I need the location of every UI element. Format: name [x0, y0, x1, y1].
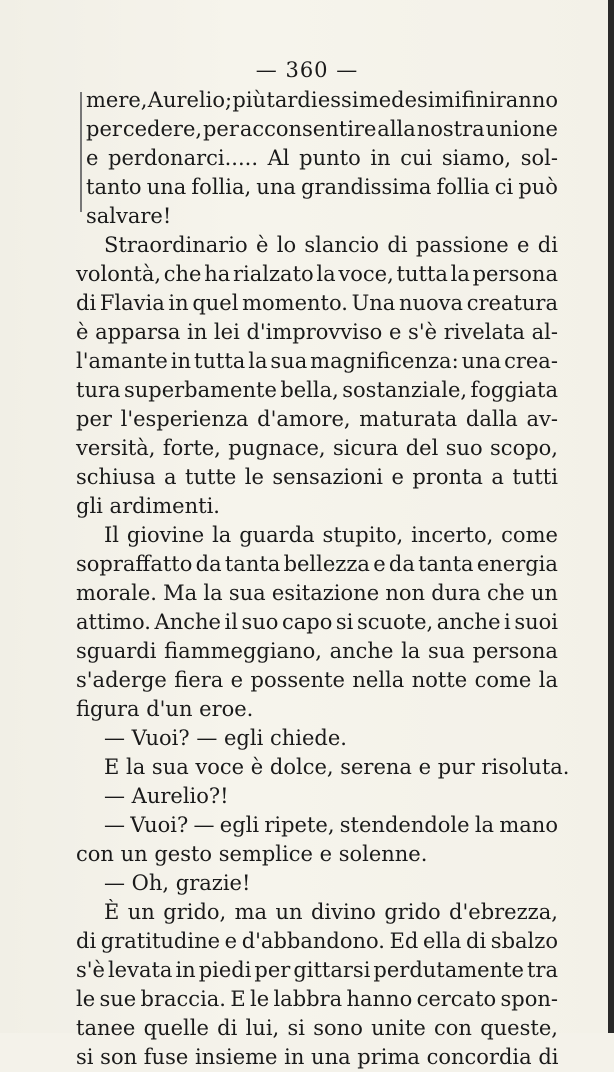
text-line: versità, forte, pugnace, sicura del suo scopo,: [76, 436, 558, 460]
text-line: — Vuoi? — egli ripete, stendendole la mano: [104, 813, 558, 837]
text-line: sopraffatto da tanta bellezza e da tanta energia: [76, 552, 558, 576]
text-line: per l'esperienza d'amore, maturata dalla av-: [76, 407, 558, 431]
text-line: l'amante in tutta la sua magnificenza: una crea-: [76, 349, 558, 373]
text-line: volontà, che ha rialzato la voce, tutta la persona: [76, 262, 558, 286]
page-number: — 360 —: [255, 58, 359, 82]
body-text: [76, 86, 570, 1072]
text-line: le sue braccia. E le labbra hanno cercato spon-: [76, 987, 558, 1011]
text-line: con un gesto semplice e solenne.: [76, 842, 428, 866]
text-line: — Aurelio?!: [104, 784, 229, 808]
text-line: E la sua voce è dolce, serena e pur risoluta.: [104, 755, 570, 779]
text-line: s'è levata in piedi per gittarsi perdutamente tra: [76, 958, 558, 982]
text-line: — Oh, grazie!: [104, 871, 251, 895]
text-line: e perdonarci..... Al punto in cui siamo, sol-: [86, 146, 558, 170]
text-line: figura d'un eroe.: [76, 697, 254, 721]
text-line: è apparsa in lei d'improvviso e s'è rivelata al-: [76, 320, 558, 344]
text-line: di gratitudine e d'abbandono. Ed ella di sbalzo: [76, 929, 558, 953]
text-line: per cedere, per acconsentire alla nostra unione: [86, 117, 558, 141]
text-line: di Flavia in quel momento. Una nuova creatura: [76, 291, 558, 315]
text-line: Straordinario è lo slancio di passione e di: [104, 233, 558, 257]
text-line: schiusa a tutte le sensazioni e pronta a tutti: [76, 465, 558, 489]
text-line: si son fuse insieme in una prima concordia di: [76, 1045, 559, 1069]
text-line: morale. Ma la sua esitazione non dura che un: [76, 581, 558, 605]
text-line: Il giovine la guarda stupito, incerto, come: [104, 523, 558, 547]
text-line: gli ardimenti.: [76, 494, 220, 518]
text-line: tura superbamente bella, sostanziale, foggiata: [76, 378, 558, 402]
text-line: s'aderge fiera e possente nella notte come la: [76, 668, 558, 692]
text-line: mere, Aurelio; più tardi essi medesimi finiranno: [86, 88, 558, 112]
text-line: tanto una follia, una grandissima follia ci può: [86, 175, 558, 199]
text-line: — Vuoi? — egli chiede.: [104, 726, 347, 750]
text-line: salvare!: [86, 204, 172, 228]
text-line: tanee quelle di lui, si sono unite con queste,: [76, 1016, 558, 1040]
text-line: È un grido, ma un divino grido d'ebrezza,: [104, 900, 558, 924]
page-edge-shadow: [608, 0, 614, 1033]
text-line: sguardi fiammeggiano, anche la sua persona: [76, 639, 558, 663]
text-line: attimo. Anche il suo capo si scuote, anche i suoi: [76, 610, 558, 634]
